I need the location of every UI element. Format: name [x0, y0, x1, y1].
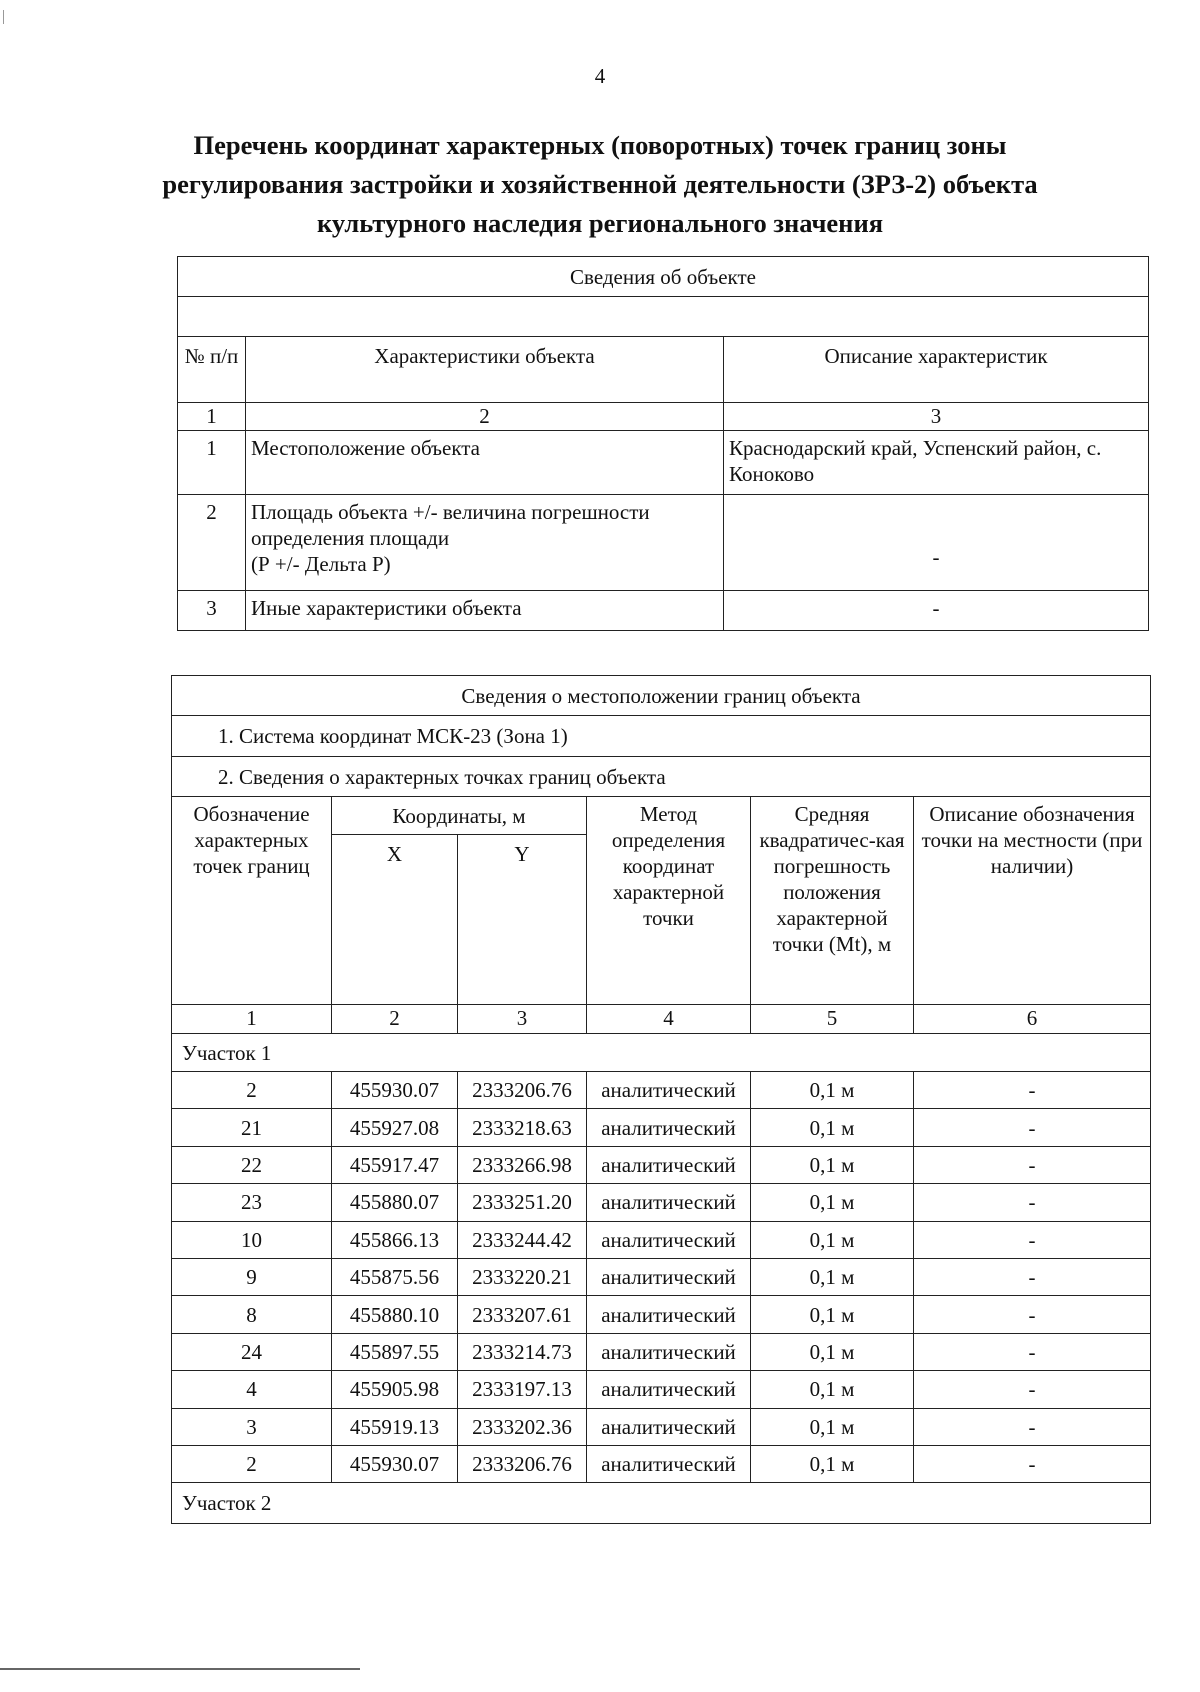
- point-id: 3: [172, 1408, 332, 1445]
- point-description: -: [914, 1333, 1151, 1370]
- row-value: -: [724, 495, 1149, 591]
- col-header-designation: Обозначение характерных точек границ: [172, 797, 332, 1005]
- table-row: [172, 1371, 1151, 1408]
- table-row: [178, 495, 1149, 591]
- point-error: 0,1 м: [751, 1184, 914, 1221]
- col-number: 1: [178, 403, 246, 431]
- point-id: 4: [172, 1371, 332, 1408]
- point-id: 22: [172, 1146, 332, 1183]
- scan-bottom-line: [0, 1668, 360, 1670]
- title-line: культурного наследия регионального значения: [316, 208, 884, 238]
- point-error: 0,1 м: [751, 1221, 914, 1258]
- point-x: 455875.56: [332, 1258, 458, 1295]
- table-row: [172, 1072, 1151, 1109]
- point-y: 2333202.36: [458, 1408, 587, 1445]
- row-num: 2: [178, 495, 246, 591]
- point-error: 0,1 м: [751, 1371, 914, 1408]
- point-description: -: [914, 1371, 1151, 1408]
- table-row: [178, 591, 1149, 631]
- point-error: 0,1 м: [751, 1072, 914, 1109]
- col-number: 2: [246, 403, 724, 431]
- table-row: [172, 1408, 1151, 1445]
- point-method: аналитический: [587, 1072, 751, 1109]
- col-header-method: Метод определения координат характерной точки: [587, 797, 751, 1005]
- point-id: 2: [172, 1445, 332, 1482]
- point-method: аналитический: [587, 1221, 751, 1258]
- point-method: аналитический: [587, 1258, 751, 1295]
- row-name-formula: (Р +/- Дельта Р): [251, 552, 391, 576]
- col-header-error: Средняя квадратичес-кая погрешность положения характерной точки (Mt), м: [751, 797, 914, 1005]
- point-y: 2333244.42: [458, 1221, 587, 1258]
- point-y: 2333218.63: [458, 1109, 587, 1146]
- point-description: -: [914, 1408, 1151, 1445]
- point-error: 0,1 м: [751, 1445, 914, 1482]
- object-table-header: Сведения об объекте: [178, 257, 1149, 297]
- point-y: 2333214.73: [458, 1333, 587, 1370]
- section-label: Участок 2: [172, 1483, 1151, 1524]
- col-header-coords: Координаты, м: [332, 797, 587, 835]
- col-header-description: Описание характеристик: [724, 337, 1149, 403]
- col-number: 2: [332, 1005, 458, 1034]
- point-description: -: [914, 1072, 1151, 1109]
- row-name: Иные характеристики объекта: [246, 591, 724, 631]
- point-description: -: [914, 1258, 1151, 1295]
- point-method: аналитический: [587, 1146, 751, 1183]
- col-number: 6: [914, 1005, 1151, 1034]
- boundary-points-table: [171, 675, 1151, 1524]
- row-name: Площадь объекта +/- величина погрешности определения площади: [251, 500, 650, 550]
- title-line: Перечень координат характерных (поворотных) точек границ зоны: [193, 130, 1007, 160]
- row-value: Краснодарский край, Успенский район, с. Коноково: [724, 431, 1149, 495]
- point-error: 0,1 м: [751, 1109, 914, 1146]
- point-y: 2333206.76: [458, 1445, 587, 1482]
- col-number: 3: [724, 403, 1149, 431]
- point-method: аналитический: [587, 1184, 751, 1221]
- row-name-cell: [246, 495, 724, 591]
- document-title: [150, 126, 1050, 243]
- title-line: регулирования застройки и хозяйственной деятельности (ЗРЗ-2) объекта: [162, 169, 1038, 199]
- point-error: 0,1 м: [751, 1408, 914, 1445]
- col-number: 4: [587, 1005, 751, 1034]
- point-id: 24: [172, 1333, 332, 1370]
- point-x: 455880.07: [332, 1184, 458, 1221]
- row-name: Местоположение объекта: [246, 431, 724, 495]
- table-row: [172, 1333, 1151, 1370]
- point-error: 0,1 м: [751, 1258, 914, 1295]
- point-x: 455930.07: [332, 1445, 458, 1482]
- table-row: [178, 431, 1149, 495]
- point-method: аналитический: [587, 1371, 751, 1408]
- boundary-table-header: Сведения о местоположении границ объекта: [172, 676, 1151, 716]
- point-method: аналитический: [587, 1333, 751, 1370]
- point-method: аналитический: [587, 1109, 751, 1146]
- point-y: 2333266.98: [458, 1146, 587, 1183]
- point-error: 0,1 м: [751, 1333, 914, 1370]
- point-method: аналитический: [587, 1445, 751, 1482]
- row-value: -: [724, 591, 1149, 631]
- empty-row: [178, 297, 1149, 337]
- table-row: [172, 1221, 1151, 1258]
- page-number: 4: [594, 64, 606, 88]
- point-description: -: [914, 1146, 1151, 1183]
- point-x: 455880.10: [332, 1296, 458, 1333]
- point-error: 0,1 м: [751, 1146, 914, 1183]
- table-row: [172, 1296, 1151, 1333]
- col-number: 3: [458, 1005, 587, 1034]
- point-description: -: [914, 1109, 1151, 1146]
- points-body: [172, 1072, 1151, 1483]
- point-y: 2333251.20: [458, 1184, 587, 1221]
- point-x: 455897.55: [332, 1333, 458, 1370]
- point-y: 2333207.61: [458, 1296, 587, 1333]
- point-id: 21: [172, 1109, 332, 1146]
- point-id: 8: [172, 1296, 332, 1333]
- point-id: 10: [172, 1221, 332, 1258]
- point-x: 455919.13: [332, 1408, 458, 1445]
- col-header-x: X: [332, 835, 458, 1005]
- table-row: [172, 1109, 1151, 1146]
- row-num: 3: [178, 591, 246, 631]
- point-description: -: [914, 1445, 1151, 1482]
- section-label: Участок 1: [172, 1034, 1151, 1072]
- point-x: 455927.08: [332, 1109, 458, 1146]
- point-y: 2333197.13: [458, 1371, 587, 1408]
- point-id: 9: [172, 1258, 332, 1295]
- scan-edge-mark: [3, 10, 4, 24]
- point-x: 455905.98: [332, 1371, 458, 1408]
- point-description: -: [914, 1221, 1151, 1258]
- point-description: -: [914, 1184, 1151, 1221]
- point-id: 2: [172, 1072, 332, 1109]
- point-method: аналитический: [587, 1296, 751, 1333]
- point-x: 455917.47: [332, 1146, 458, 1183]
- col-header-characteristics: Характеристики объекта: [246, 337, 724, 403]
- col-number: 1: [172, 1005, 332, 1034]
- point-x: 455930.07: [332, 1072, 458, 1109]
- point-x: 455866.13: [332, 1221, 458, 1258]
- table-row: [172, 1146, 1151, 1183]
- table-row: [172, 1184, 1151, 1221]
- row-num: 1: [178, 431, 246, 495]
- table-row: [172, 1445, 1151, 1482]
- coordinate-system: 1. Система координат МСК-23 (Зона 1): [172, 716, 1151, 757]
- point-method: аналитический: [587, 1408, 751, 1445]
- table-row: [172, 1258, 1151, 1295]
- point-description: -: [914, 1296, 1151, 1333]
- point-y: 2333220.21: [458, 1258, 587, 1295]
- col-header-num: № п/п: [178, 337, 246, 403]
- col-number: 5: [751, 1005, 914, 1034]
- object-info-table: [177, 256, 1149, 631]
- point-error: 0,1 м: [751, 1296, 914, 1333]
- point-id: 23: [172, 1184, 332, 1221]
- col-header-description: Описание обозначения точки на местности (при наличии): [914, 797, 1151, 1005]
- points-header: 2. Сведения о характерных точках границ объекта: [172, 757, 1151, 797]
- point-y: 2333206.76: [458, 1072, 587, 1109]
- col-header-y: Y: [458, 835, 587, 1005]
